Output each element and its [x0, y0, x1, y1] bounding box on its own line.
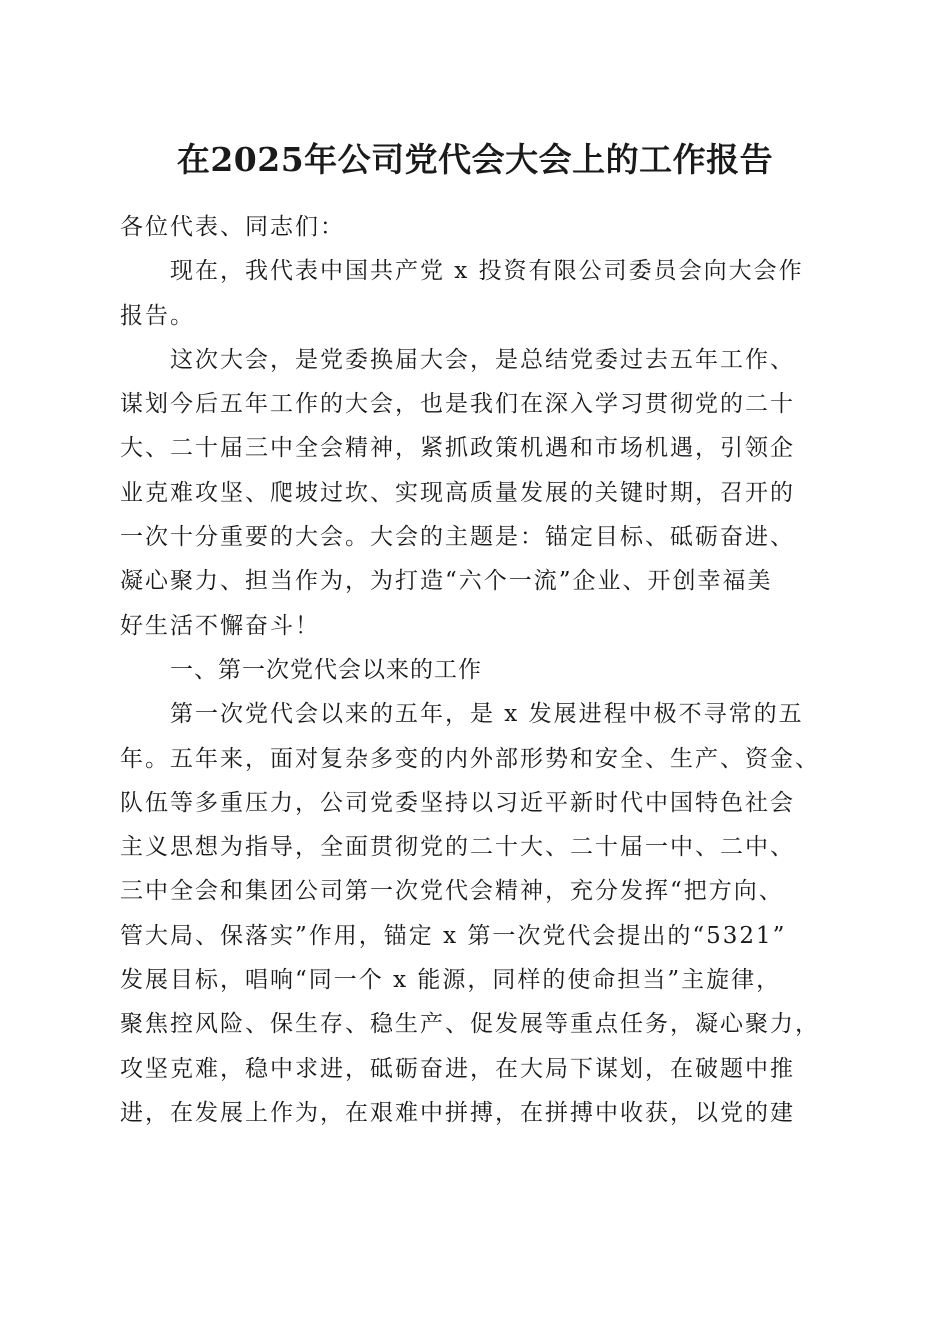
paragraph-line: 发展目标，唱响“同一个 x 能源，同样的使命担当”主旋律，: [120, 967, 782, 994]
paragraph-line: 年。五年来，面对复杂多变的内外部形势和安全、生产、资金、: [120, 745, 820, 772]
paragraph-line: 业克难攻坚、爬坡过坎、实现高质量发展的关键时期，召开的: [120, 479, 795, 506]
section-heading: [120, 648, 836, 692]
five-year-review-paragraph: [120, 692, 836, 1135]
paragraph-line: 聚焦控风险、保生存、稳生产、促发展等重点任务，凝心聚力，: [120, 1011, 820, 1038]
section-heading-text: 一、第一次党代会以来的工作: [170, 656, 482, 683]
paragraph-line: 管大局、保落实”作用，锚定 x 第一次党代会提出的“5321”: [120, 922, 787, 949]
paragraph-line: 凝心聚力、担当作为，为打造“六个一流”企业、开创幸福美: [120, 568, 773, 595]
paragraph-line: 第一次党代会以来的五年，是 x 发展进程中极不寻常的五: [170, 701, 804, 728]
intro-paragraph: [120, 249, 836, 338]
intro-line: 现在，我代表中国共产党 x 投资有限公司委员会向大会作: [170, 258, 804, 285]
paragraph-line: 谋划今后五年工作的大会，也是我们在深入学习贯彻党的二十: [120, 391, 795, 418]
document-title: 在2025年公司党代会大会上的工作报告: [176, 140, 774, 179]
paragraph-line: 大、二十届三中全会精神，紧抓政策机遇和市场机遇，引领企: [120, 435, 795, 462]
document-body: [120, 205, 836, 1135]
intro-line: 报告。: [120, 302, 195, 329]
paragraph-line: 这次大会，是党委换届大会，是总结党委过去五年工作、: [170, 346, 795, 373]
paragraph-line: 进，在发展上作为，在艰难中拼搏，在拼搏中收获，以党的建: [120, 1099, 795, 1126]
paragraph-line: 主义思想为指导，全面贯彻党的二十大、二十届一中、二中、: [120, 834, 795, 861]
paragraph-line: 三中全会和集团公司第一次党代会精神，充分发挥“把方向、: [120, 878, 784, 905]
paragraph-line: 队伍等多重压力，公司党委坚持以习近平新时代中国特色社会: [120, 789, 795, 816]
paragraph-line: 攻坚克难，稳中求进，砥砺奋进，在大局下谋划，在破题中推: [120, 1055, 795, 1082]
salutation: [120, 205, 836, 249]
paragraph-line: 好生活不懈奋斗！: [120, 612, 320, 639]
salutation-line: 各位代表、同志们：: [120, 214, 345, 240]
meeting-purpose-paragraph: [120, 338, 836, 648]
paragraph-line: 一次十分重要的大会。大会的主题是：锚定目标、砥砺奋进、: [120, 524, 795, 551]
